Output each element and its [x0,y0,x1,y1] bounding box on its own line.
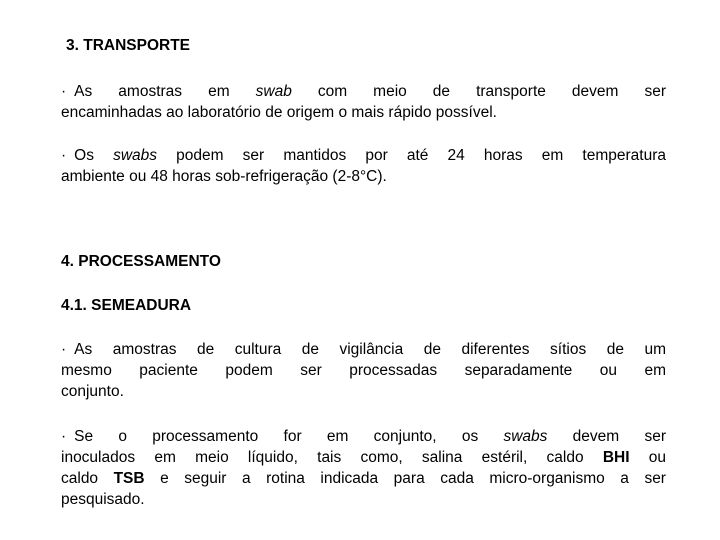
text-run: Se o processamento for em conjunto, os [74,428,504,445]
subsection-heading-semeadura: 4.1. SEMEADURA [61,297,192,314]
paragraph-semeadura-processing [61,426,666,510]
paragraph-line [61,339,666,360]
bullet-point: · [61,341,67,358]
text-run: inoculados em meio líquido, tais como, salina estéril, caldo [61,449,603,466]
text-run: com meio de transporte devem ser [291,83,666,100]
paragraph-semeadura-samples [61,339,666,402]
paragraph-transport-storage [61,145,666,187]
bullet-point: · [61,83,67,100]
text-run: Os [74,147,114,164]
bullet-point: · [61,147,67,164]
paragraph-transport-swab [61,81,666,123]
paragraph-line [61,468,666,489]
text-run: As amostras em [74,83,256,100]
text-run: caldo [61,470,114,487]
paragraph-line: pesquisado. [61,491,145,508]
emphasis-text: swabs [113,147,158,164]
emphasis-text: swab [255,83,292,100]
paragraph-line: encaminhadas ao laboratório de origem o mais rápido possível. [61,104,497,121]
paragraph-line [61,145,666,166]
paragraph-line: mesmo paciente podem ser processadas separadamente ou em [61,362,666,379]
paragraph-line: conjunto. [61,383,124,400]
section-heading-processamento: 4. PROCESSAMENTO [61,253,221,270]
paragraph-line [61,81,666,102]
section-heading-transporte: 3. TRANSPORTE [66,37,191,54]
paragraph-line: ambiente ou 48 horas sob-refrigeração (2-8°C). [61,168,387,185]
bold-text: TSB [113,470,145,487]
emphasis-text: swabs [503,428,548,445]
text-run: As amostras de cultura de vigilância de diferentes sítios de um [74,341,666,358]
bold-text: BHI [602,449,630,466]
text-run: ou [629,449,666,466]
text-run: devem ser [547,428,666,445]
paragraph-line [61,426,666,447]
paragraph-line [61,447,666,468]
text-run: e seguir a rotina indicada para cada micro-organismo a ser [144,470,666,487]
text-run: podem ser mantidos por até 24 horas em temperatura [157,147,666,164]
bullet-point: · [61,428,67,445]
